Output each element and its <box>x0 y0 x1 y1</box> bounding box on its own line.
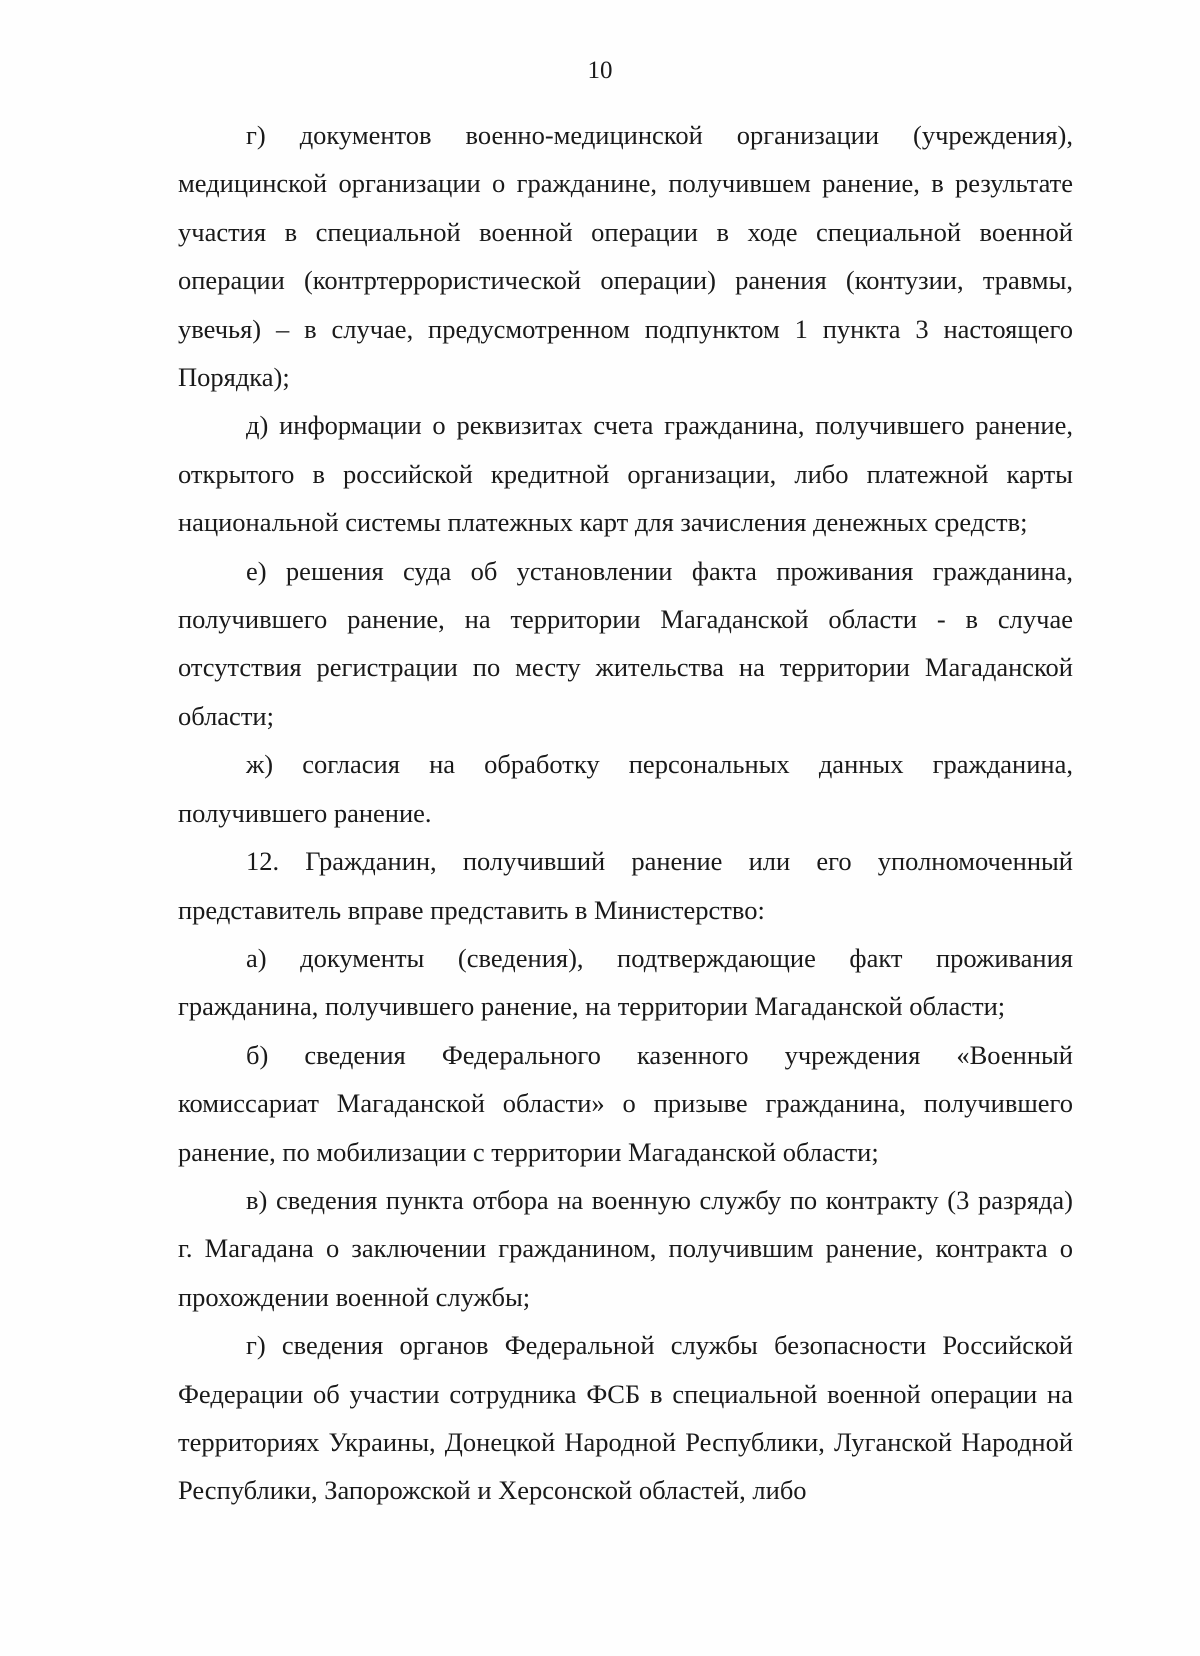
paragraph-e-court-decision: е) решения суда об установлении факта проживания гражданина, получившего ранение, на территории Магаданской области - в случае отсутствия регистрации по месту жительства на территории Магаданской области; <box>178 555 1073 731</box>
paragraph-d-account-details: д) информации о реквизитах счета гражданина, получившего ранение, открытого в российской кредитной организации, либо платежной карты национальной системы платежных карт для зачисления денежных средств; <box>178 410 1073 538</box>
paragraph-g-medical-documents: г) документов военно-медицинской организации (учреждения), медицинской организации о гражданине, получившем ранение, в результате участия в специальной военной операции в ходе специальной военной операции (контртеррористической операции) ранения (контузии, травмы, увечья) – в случае, предусмотренном подпунктом 1 пункта 3 настоящего Порядка); <box>178 120 1073 393</box>
paragraph-12-may-submit: 12. Гражданин, получивший ранение или его уполномоченный представитель вправе представить в Министерство: <box>178 846 1073 925</box>
page-number: 10 <box>587 57 613 84</box>
document-body <box>178 111 1073 1515</box>
paragraph-v-contract-selection-point: в) сведения пункта отбора на военную службу по контракту (3 разряда) г. Магадана о заключении гражданином, получившим ранение, контракта о прохождении военной службы; <box>178 1184 1073 1312</box>
paragraph-b-military-commissariat: б) сведения Федерального казенного учреждения «Военный комиссариат Магаданской области» о призыве гражданина, получившего ранение, по мобилизации с территории Магаданской области; <box>178 1039 1073 1167</box>
paragraph-g-fsb-information: г) сведения органов Федеральной службы безопасности Российской Федерации об участии сотрудника ФСБ в специальной военной операции на территориях Украины, Донецкой Народной Республики, Луганской Народной Республики, Запорожской и Херсонской областей, либо <box>178 1330 1073 1506</box>
paragraph-a-residence-documents: а) документы (сведения), подтверждающие факт проживания гражданина, получившего ранение, на территории Магаданской области; <box>178 942 1073 1022</box>
paragraph-zh-consent: ж) согласия на обработку персональных данных гражданина, получившего ранение. <box>178 749 1073 828</box>
